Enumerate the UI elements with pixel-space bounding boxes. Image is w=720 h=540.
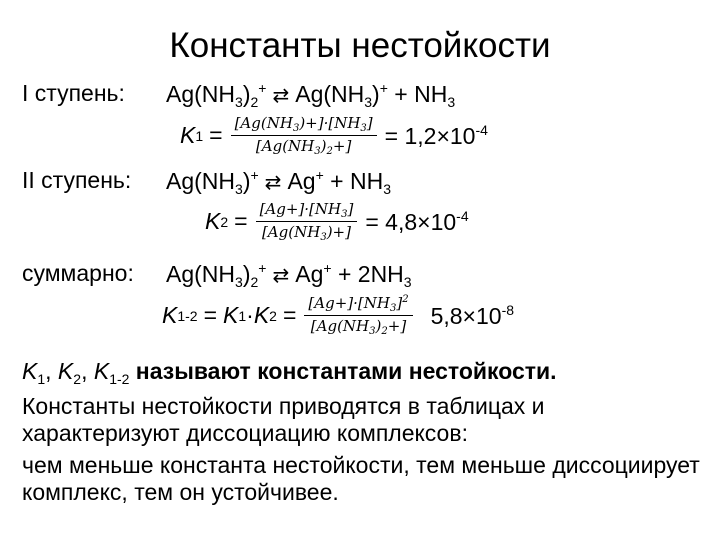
k1-formula: K 1 = $\frac{[Ag(NH_3)+]\cdot[NH_3]}{[Ag(NH_3)_2+]}$ = $1,2\times 10^{-4}$ [180, 114, 488, 157]
stage1-equation [22, 80, 456, 110]
equilibrium-arrow-icon: ⇄ [272, 265, 290, 287]
definition-paragraph: $K_1$, $K_2$, $K_{1-2}$ называют константами нестойкости. Константы нестойкости приводятся в таблицах и характеризуют диссоциацию комплексов: [22, 358, 557, 446]
stage2-label: II ступень: [22, 167, 132, 193]
k2-value: = $4,8\times 10^{-4}$ [365, 207, 469, 235]
k12-value: $5,8\times 10^{-8}$ [430, 301, 515, 329]
stage2-reaction: $Ag(NH_3)^+$ ⇄ $Ag^+ + NH_3$ [166, 167, 391, 197]
slide-title: Константы нестойкости [169, 26, 551, 65]
stability-paragraph: чем меньше константа нестойкости, тем меньше диссоциирует комплекс, тем он устойчивее. [22, 452, 700, 505]
k1-fraction: $\frac{[Ag(NH_3)+]\cdot[NH_3]}{[Ag(NH_3)_2+]}$ [231, 114, 377, 157]
equilibrium-arrow-icon: ⇄ [264, 172, 282, 194]
stage2-equation [22, 167, 391, 197]
stage1-reaction: $Ag(NH_3)_2^+$ ⇄ $Ag(NH_3)^+ + NH_3$ [166, 80, 456, 110]
tables-sentence: Константы нестойкости приводятся в таблицах и характеризуют диссоциацию комплексов: [22, 393, 545, 446]
total-label: суммарно: [22, 260, 134, 286]
total-equation [22, 260, 412, 290]
stage1-label: I ступень: [22, 80, 125, 106]
total-reaction: $Ag(NH_3)_2^+$ ⇄ $Ag^+ + 2NH_3$ [166, 260, 412, 290]
k2-formula: K 2 = $\frac{[Ag+]\cdot[NH_3]}{[Ag(NH_3)+]}$ = $4,8\times 10^{-4}$ [205, 200, 469, 243]
equilibrium-arrow-icon: ⇄ [272, 85, 290, 107]
k12-formula: K 1-2 = K 1 · K 2 = $\frac{[Ag+]\cdot[NH_3]^2}{[Ag(NH_3)_2+]}$ $5,8\times 10^{-8}$ [162, 294, 515, 337]
k2-fraction: $\frac{[Ag+]\cdot[NH_3]}{[Ag(NH_3)+]}$ [256, 200, 358, 243]
k1-value: = $1,2\times 10^{-4}$ [384, 121, 488, 149]
k12-fraction: $\frac{[Ag+]\cdot[NH_3]^2}{[Ag(NH_3)_2+]}$ [304, 294, 412, 337]
